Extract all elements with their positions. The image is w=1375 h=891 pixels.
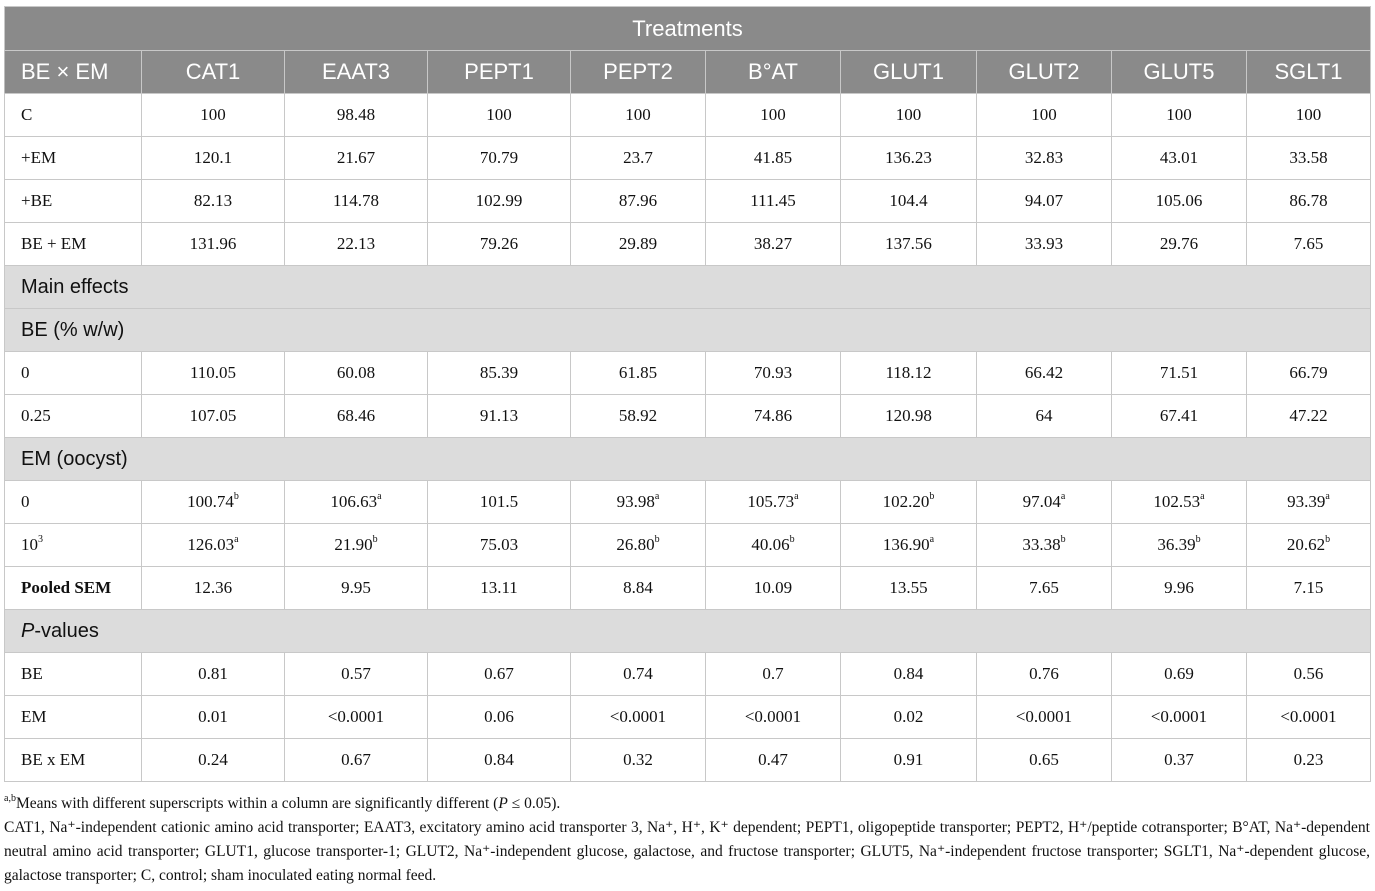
table-cell: 21.67 [285,137,428,180]
table-cell: 0.84 [841,653,977,696]
table-cell: 0.56 [1247,653,1371,696]
row-label: EM [5,696,142,739]
table-cell: 0.76 [977,653,1112,696]
table-cell: 100 [1112,94,1247,137]
table-cell [428,524,571,567]
table-cell: 0.91 [841,739,977,782]
table-cell: 131.96 [142,223,285,266]
table-cell: 70.79 [428,137,571,180]
cell-value: 106.63 [330,492,378,511]
table-cell: 74.86 [706,395,841,438]
row-label: BE + EM [5,223,142,266]
cell-value: 21.90 [334,535,373,554]
table-cell: 137.56 [841,223,977,266]
table-cell: 82.13 [142,180,285,223]
column-header: CAT1 [142,51,285,94]
cell-value: 102.53 [1153,492,1201,511]
pvalues-section-row [5,610,1371,653]
significance-superscript: a [234,534,239,546]
column-header: PEPT2 [571,51,706,94]
table-cell: 100 [428,94,571,137]
table-wrapper [4,6,1370,782]
table-cell: 0.24 [142,739,285,782]
table-cell: 94.07 [977,180,1112,223]
column-header: GLUT1 [841,51,977,94]
table-cell: 98.48 [285,94,428,137]
table-cell: 32.83 [977,137,1112,180]
table-cell: 91.13 [428,395,571,438]
be-section-row [5,309,1371,352]
table-row [5,352,1371,395]
significance-superscript: b [1325,534,1331,546]
abbreviations-note: CAT1, Na⁺-independent cationic amino acid transporter; EAAT3, excitatory amino acid transporter 3, Na⁺, H⁺, K⁺ dependent; PEPT1, oligopeptide transporter; PEPT2, H⁺/peptide cotransporter; B°AT, Na⁺-dependent neutral amino acid transporter; GLUT1, glucose transporter-1; GLUT2, Na⁺-independent glucose, galactose, and fructose transporter; GLUT5, Na⁺-independent fructose transporter; SGLT1, Na⁺-dependent glucose, galactose transporter; C, control; sham inoculated eating normal feed. [4,819,1370,884]
cell-value: 75.03 [479,535,519,554]
table-cell: 67.41 [1112,395,1247,438]
main-effects-section-label: Main effects [5,266,1371,309]
table-cell [706,481,841,524]
table-row [5,524,1371,567]
table-cell: 118.12 [841,352,977,395]
cell-value: 100.74 [187,492,234,511]
pvalues-label-p: P [21,619,35,642]
column-header: PEPT1 [428,51,571,94]
table-cell [1112,481,1247,524]
row-label: Pooled SEM [5,567,142,610]
be-section-label: BE (% w/w) [5,309,1371,352]
table-cell: 0.84 [428,739,571,782]
table-cell: 7.15 [1247,567,1371,610]
table-cell: 0.67 [285,739,428,782]
row-label-text: 0 [21,492,30,511]
footnote-text-1: Means with different superscripts within a column are significantly different ( [15,795,499,812]
row-label [5,481,142,524]
table-cell: 0.23 [1247,739,1371,782]
row-label-text: 10 [21,535,38,554]
cell-value: 40.06 [751,535,790,554]
table-cell: 102.99 [428,180,571,223]
column-header: GLUT5 [1112,51,1247,94]
table-row [5,696,1371,739]
table-row [5,223,1371,266]
table-cell [142,524,285,567]
table-cell: <0.0001 [1112,696,1247,739]
table-notes [4,792,1370,888]
table-cell: 0.81 [142,653,285,696]
table-cell: 38.27 [706,223,841,266]
cell-value: 33.38 [1022,535,1061,554]
table-row [5,481,1371,524]
table-cell: 0.74 [571,653,706,696]
table-cell: 0.02 [841,696,977,739]
table-cell: <0.0001 [285,696,428,739]
table-cell: 13.55 [841,567,977,610]
table-cell: 47.22 [1247,395,1371,438]
table-row [5,94,1371,137]
table-cell: 60.08 [285,352,428,395]
table-cell: 33.58 [1247,137,1371,180]
table-cell: 22.13 [285,223,428,266]
table-cell: <0.0001 [706,696,841,739]
row-label-exponent: 3 [38,534,43,546]
table-cell: 70.93 [706,352,841,395]
table-cell: 29.89 [571,223,706,266]
table-cell: 104.4 [841,180,977,223]
cell-value: 136.90 [882,535,930,554]
footnote-text-2: ≤ 0.05). [507,795,561,812]
table-cell: 0.57 [285,653,428,696]
row-label: 0 [5,352,142,395]
row-label: BE [5,653,142,696]
em-section-label: EM (oocyst) [5,438,1371,481]
significance-superscript: b [789,534,795,546]
significance-superscript: a [929,534,935,546]
table-cell: 29.76 [1112,223,1247,266]
table-cell [706,524,841,567]
cell-value: 126.03 [187,535,235,554]
table-cell: 136.23 [841,137,977,180]
table-cell: 13.11 [428,567,571,610]
table-cell: 107.05 [142,395,285,438]
table-cell: 58.92 [571,395,706,438]
significance-superscript: a [654,491,660,503]
table-cell: 0.01 [142,696,285,739]
table-cell: 86.78 [1247,180,1371,223]
footnote-superscript: a,b [4,792,16,804]
table-cell: 87.96 [571,180,706,223]
table-cell: 61.85 [571,352,706,395]
table-cell: 66.42 [977,352,1112,395]
table-cell: 79.26 [428,223,571,266]
significance-superscript: b [233,491,239,503]
significance-superscript: a [794,491,799,503]
table-cell [977,481,1112,524]
table-cell: 105.06 [1112,180,1247,223]
table-cell: 0.47 [706,739,841,782]
table-cell: 100 [142,94,285,137]
table-cell: 68.46 [285,395,428,438]
table-cell: 120.98 [841,395,977,438]
significance-superscript: a [1200,491,1205,503]
table-cell [841,524,977,567]
pvalues-label-rest: -values [34,619,99,642]
table-cell: 110.05 [142,352,285,395]
table-body [5,94,1371,782]
table-cell: 100 [977,94,1112,137]
table-cell: 0.7 [706,653,841,696]
cell-value: 105.73 [747,492,795,511]
table-cell: 0.37 [1112,739,1247,782]
table-cell: 114.78 [285,180,428,223]
table-cell: 100 [841,94,977,137]
row-label: +BE [5,180,142,223]
table-cell [428,481,571,524]
significance-superscript: a [377,491,382,503]
cell-value: 101.5 [479,492,519,511]
main-effects-section-row [5,266,1371,309]
table-cell: 66.79 [1247,352,1371,395]
table-row [5,137,1371,180]
table-cell: 43.01 [1112,137,1247,180]
table-cell [142,481,285,524]
significance-superscript: b [929,491,935,503]
cell-value: 36.39 [1157,535,1196,554]
row-label: 0.25 [5,395,142,438]
table-cell: 33.93 [977,223,1112,266]
table-cell: 100 [1247,94,1371,137]
super-header-row [5,7,1371,51]
column-header: B°AT [706,51,841,94]
table-cell: 8.84 [571,567,706,610]
cell-value: 20.62 [1286,535,1326,554]
row-label: C [5,94,142,137]
table-cell: 100 [571,94,706,137]
table-cell: 0.06 [428,696,571,739]
table-cell: 7.65 [977,567,1112,610]
cell-value: 26.80 [616,535,655,554]
table-cell: 41.85 [706,137,841,180]
significance-superscript: b [1060,534,1066,546]
row-label [5,524,142,567]
row-label: BE x EM [5,739,142,782]
significance-superscript: b [372,534,378,546]
table-row [5,739,1371,782]
cell-value: 97.04 [1022,492,1061,511]
significance-superscript: a [1325,491,1330,503]
em-section-row [5,438,1371,481]
significance-superscript: b [1195,534,1201,546]
table-cell: <0.0001 [1247,696,1371,739]
table-cell [977,524,1112,567]
table-row [5,180,1371,223]
footnote-p: P [498,795,508,812]
table-cell: 23.7 [571,137,706,180]
table-cell: 120.1 [142,137,285,180]
cell-value: 102.20 [882,492,930,511]
table-cell [1247,524,1371,567]
column-header: SGLT1 [1247,51,1371,94]
cell-value: 93.98 [616,492,655,511]
table-cell: 12.36 [142,567,285,610]
table-cell [1112,524,1247,567]
table-cell: 111.45 [706,180,841,223]
table-cell: 100 [706,94,841,137]
table-cell: 7.65 [1247,223,1371,266]
significance-superscript: a [1060,491,1066,503]
column-header: GLUT2 [977,51,1112,94]
table-cell: 0.69 [1112,653,1247,696]
pooled-sem-row [5,567,1371,610]
treatments-header: Treatments [5,7,1371,51]
table-cell: 64 [977,395,1112,438]
table-row [5,653,1371,696]
table-cell [571,481,706,524]
table-cell: 71.51 [1112,352,1247,395]
pvalues-section-label [5,610,1371,653]
table-cell [1247,481,1371,524]
table-cell: 85.39 [428,352,571,395]
table-cell: <0.0001 [977,696,1112,739]
significance-superscript: b [654,534,660,546]
table-cell: <0.0001 [571,696,706,739]
row-label: +EM [5,137,142,180]
transporter-expression-table [4,6,1371,782]
cell-value: 93.39 [1287,492,1326,511]
table-cell: 0.32 [571,739,706,782]
table-cell: 9.96 [1112,567,1247,610]
table-cell: 0.67 [428,653,571,696]
column-header: BE × EM [5,51,142,94]
significance-footnote [4,792,1370,816]
table-cell: 10.09 [706,567,841,610]
table-cell [285,481,428,524]
table-cell [285,524,428,567]
column-header: EAAT3 [285,51,428,94]
table-cell [841,481,977,524]
table-cell [571,524,706,567]
column-header-row [5,51,1371,94]
table-row [5,395,1371,438]
table-cell: 9.95 [285,567,428,610]
table-cell: 0.65 [977,739,1112,782]
